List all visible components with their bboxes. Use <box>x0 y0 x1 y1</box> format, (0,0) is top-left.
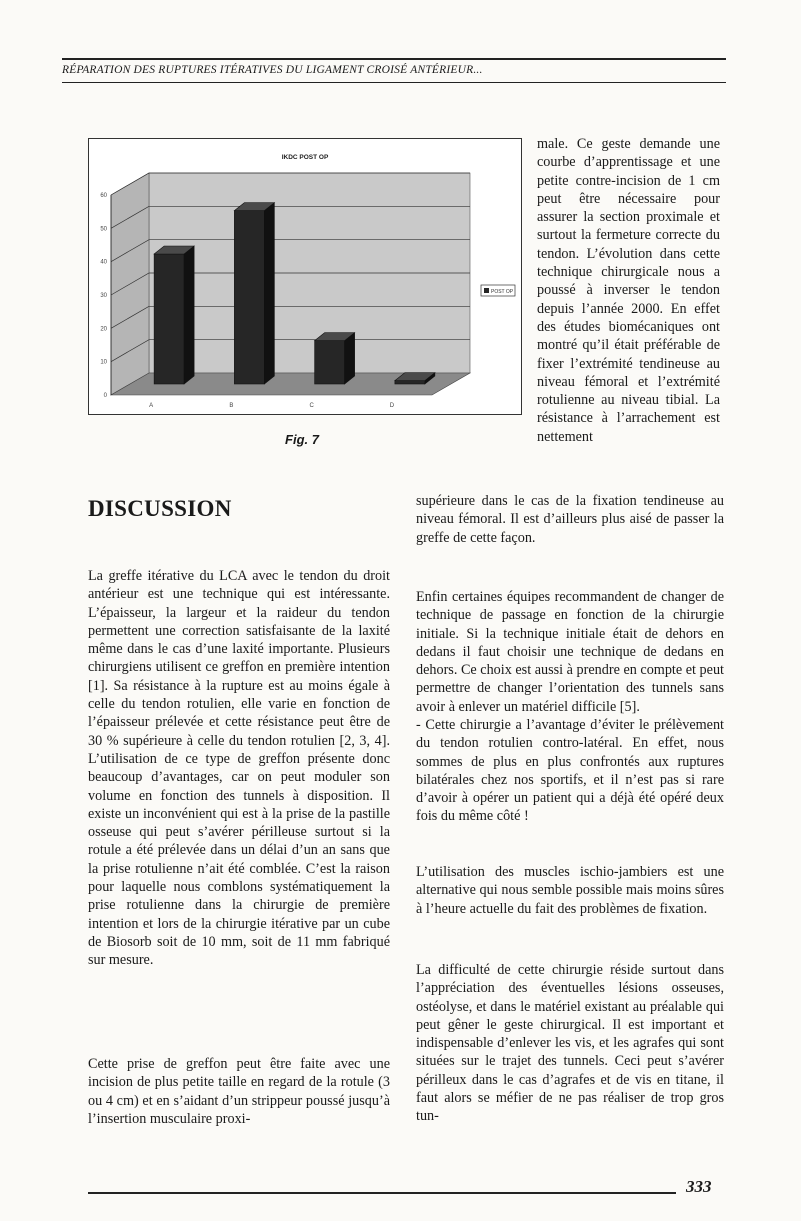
right-paragraph-1: male. Ce geste demande une courbe d’apprentissage et une petite contre-incision de 1 cm peut être nécessaire pour assurer la section proximale et surtout la fermeture correcte du tendon. L’évolution dans cette technique chirurgicale nous a poussé à inverser le tendon depuis l’année 2000. En effet des études biomécaniques ont montré qu’il était préférable de fixer l’extrémité tendineuse au niveau fémoral et l’extrémité rotulienne au niveau tibial. La résistance à l’arrachement est nettement <box>537 136 720 445</box>
header-rule-bottom <box>62 82 726 83</box>
chart-title: IKDC POST OP <box>281 154 329 161</box>
bar-front <box>395 381 425 384</box>
y-tick-label: 0 <box>103 393 107 399</box>
bar-front <box>315 341 345 384</box>
running-header: RÉPARATION DES RUPTURES ITÉRATIVES DU LIGAMENT CROISÉ ANTÉRIEUR... <box>62 64 483 76</box>
x-category-label: A <box>149 403 154 409</box>
y-tick-label: 30 <box>100 293 107 299</box>
bar-side <box>184 246 194 384</box>
figure-caption: Fig. 7 <box>285 432 319 447</box>
x-category-label: D <box>389 403 395 409</box>
right-paragraph-5: La difficulté de cette chirurgie réside surtout dans l’appréciation des éventuelles lésions osseuses, ostéolyse, et dans le matériel existant au préalable qui peut gêner le geste chirurgical. Il est important et indispensable d’enlever les vis, et les agrafes qui sont situées sur le trajet des tunnels. Ceci peut s’avérer périlleux dans le cas d’agrafes et de vis en titane, il faut alors se méfier de ne pas réaliser de trop gros tun- <box>416 962 724 1125</box>
bar-front <box>234 211 264 384</box>
header-rule-top <box>62 58 726 60</box>
y-tick-label: 20 <box>100 326 107 333</box>
y-tick-label: 60 <box>100 193 107 199</box>
y-tick-label: 40 <box>100 259 107 266</box>
right-paragraph-3: - Cette chirurgie a l’avantage d’éviter le prélèvement du tendon rotulien contro-latéral. En effet, nous sommes de plus en plus confrontés aux ruptures bilatérales chez nos sportifs, et il n’est pas si rare d’avoir à opérer un patient qui a déjà été opéré deux fois du même côté ! <box>416 717 724 825</box>
ikdc-bar-chart <box>89 139 521 414</box>
x-category-label: C <box>309 403 314 409</box>
left-paragraph-2: Cette prise de greffon peut être faite avec une incision de plus petite taille en regard de la rotule (3 ou 4 cm) et en s’aidant d’un strippeur poussé jusqu’à l’insertion musculaire proxi- <box>88 1056 390 1127</box>
left-paragraph-1: La greffe itérative du LCA avec le tendon du droit antérieur est une technique qui est intéressante. L’épaisseur, la largeur et la raideur du tendon permettent une correction satisfaisante de la laxité même dans le cas d’une laxité importante. Plusieurs chirurgiens utilisent ce greffon en première intention [1]. Sa résistance à la rupture est au moins égale à celle du tendon rotulien, elle varie en fonction de l’épaisseur prélevée et cette résistance peut être de 30 % supérieure à celle du tendon rotulien [2, 3, 4]. L’utilisation de ce type de greffon présente donc beaucoup d’avantages, car on peut moduler son volume en fonction des tunnels à disposition. Il existe un inconvénient qui est à la prise de la pastille osseuse qui peut s’avérer périlleuse surtout si la rotule a été prélevée dans un délai d’un an sans que la prise rotulienne n’ait été comblée. C’est la raison pour laquelle nous comblons systématiquement la prise rotulienne dans la chirurgie de première intention et lors de la chirurgie itérative par un cube de Biosorb soit de 10 mm, soit de 11 mm fabriqué sur mesure. <box>88 568 390 969</box>
bar-side <box>264 203 274 384</box>
page-number: 333 <box>686 1177 712 1196</box>
bar-front <box>154 254 184 384</box>
y-tick-label: 50 <box>100 226 107 233</box>
right-paragraph-2: Enfin certaines équipes recommandent de changer de technique de passage en fonction de la chirurgie initiale. Si la technique initiale était de dehors en dedans il faut choisir une technique de dedans en dehors. Ce choix est aussi à prendre en compte et peut permettre de changer l’orientation des tunnels sans avoir à enlever un matériel difficile [5]. <box>416 589 724 715</box>
right-paragraph-4: L’utilisation des muscles ischio-jambiers est une alternative qui nous semble possible mais moins sûres à l’heure actuelle du fait des problèmes de fixation. <box>416 864 724 917</box>
section-title-discussion: DISCUSSION <box>88 496 232 521</box>
x-category-label: B <box>229 403 234 409</box>
footer-rule <box>88 1192 676 1194</box>
right-paragraph-1-continued: supérieure dans le cas de la fixation tendineuse au niveau fémoral. Il est d’ailleurs plus aisé de passer la greffe de cette façon. <box>416 493 724 546</box>
legend-label: POST OP <box>491 289 514 295</box>
bar-side <box>345 333 355 384</box>
figure-7-frame <box>88 138 522 415</box>
legend-swatch <box>484 288 489 293</box>
y-tick-label: 10 <box>100 359 107 366</box>
